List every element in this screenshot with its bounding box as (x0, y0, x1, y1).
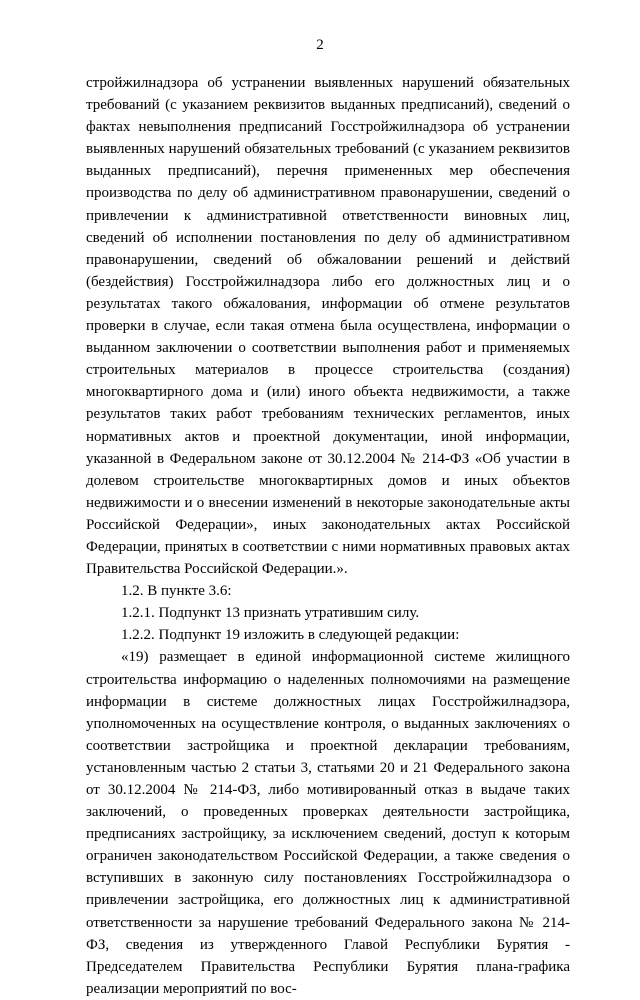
page-number: 2 (316, 37, 324, 53)
document-body (86, 72, 570, 1000)
paragraph-item-1-2: 1.2. В пункте 3.6: (121, 583, 232, 600)
paragraph-continuation: стройжилнадзора об устранении выявленных нарушений обязательных требований (с указанием реквизитов выданных предписаний), сведений о фактах невыполнения предписаний Госстройжилнадзора об устранении выявленных нарушений обязательных требований (с указанием реквизитов выданных предписаний), перечня примененных мер обеспечения производства по делу об административном правонарушении, сведений о привлечении к административной ответственности виновных лиц, сведений об исполнении постановления по делу об административном правонарушении, сведений об обжаловании решений и действий (бездействия) Госстройжилнадзора либо его должностных лиц и о результатах такого обжалования, информации об отмене результатов проверки в случае, если такая отмена была осуществлена, информации о выданном заключении о соответствии выполнения работ и применяемых строительных материалов в процессе строительства (создания) многоквартирного дома и (или) иного объекта недвижимости, а также результатов таких работ требованиям технических регламентов, иных нормативных актов и проектной документации, иной информации, указанной в Федеральном законе от 30.12.2004 № 214-ФЗ «Об участии в долевом строительстве многоквартирных домов и иных объектов недвижимости и о внесении изменений в некоторые законодательные акты Российской Федерации», иных законодательных актах Российской Федерации, принятых в соответствии с ними нормативных правовых актах Правительства Российской Федерации.». (86, 75, 570, 578)
paragraph-subitem-19: «19) размещает в единой информационной системе жилищного строительства информацию о наделенных полномочиями на размещение информации в системе должностных лицах Госстройжилнадзора, уполномоченных на осуществление контроля, о выданных заключениях о соответствии застройщика и проектной декларации требованиям, установленным частью 2 статьи 3, статьями 20 и 21 Федерального закона от 30.12.2004 № 214-ФЗ, либо мотивированный отказ в выдаче таких заключений, о проведенных проверках деятельности застройщика, предписаниях застройщику, за исключением сведений, доступ к которым ограничен законодательством Российской Федерации, а также сведения о вступивших в законную силу постановлениях Госстройжилнадзора о привлечении застройщика, его должностных лиц к административной ответственности за нарушение требований Федерального закона № 214-ФЗ, сведения из утвержденного Главой Республики Бурятия - Председателем Правительства Республики Бурятия плана-графика реализации мероприятий по вос- (86, 649, 570, 997)
paragraph-item-1-2-2: 1.2.2. Подпункт 19 изложить в следующей редакции: (121, 627, 460, 644)
paragraph-item-1-2-1: 1.2.1. Подпункт 13 признать утратившим силу. (121, 605, 420, 622)
